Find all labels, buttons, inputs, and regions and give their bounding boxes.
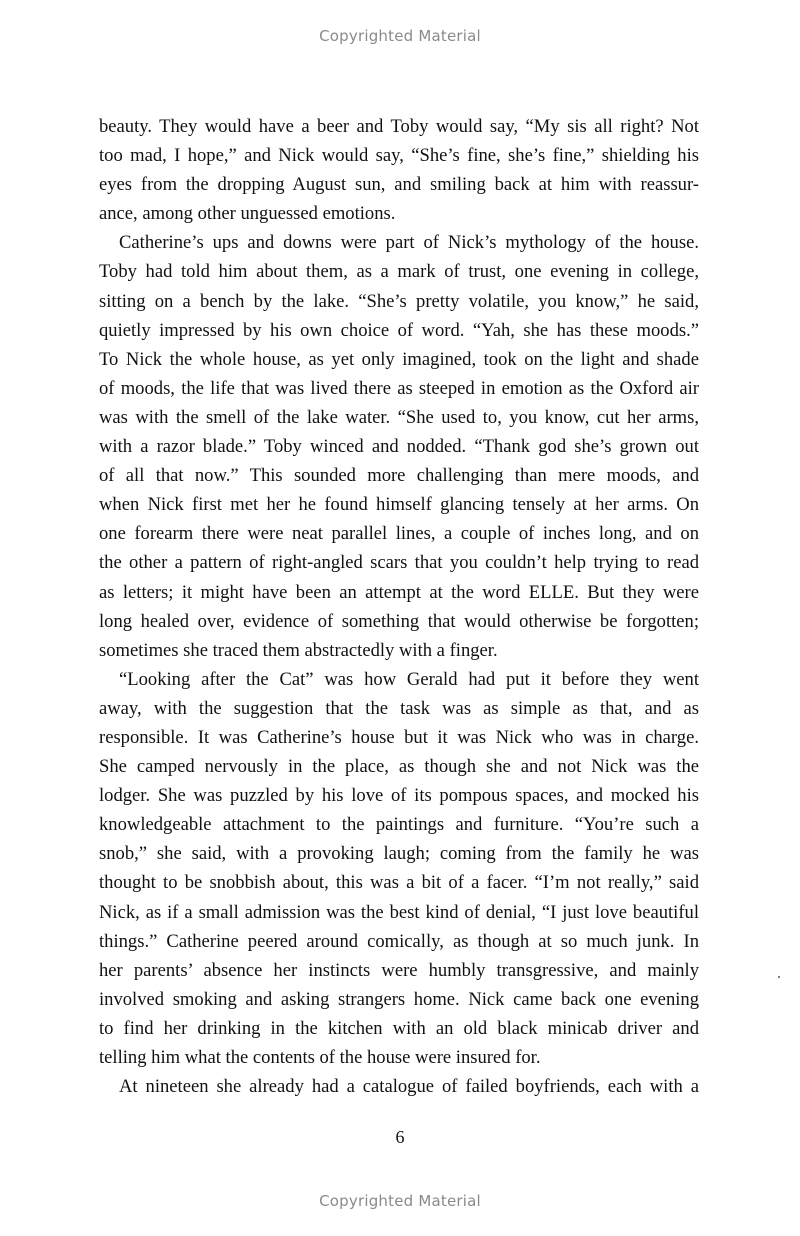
text-line: beauty. They would have a beer and Toby would say, “My sis all right? Not (99, 116, 699, 137)
text-line: thought to be snobbish about, this was a bit of a facer. “I’m not really,” said (99, 872, 699, 894)
text-line: long healed over, evidence of something that would otherwise be forgotten; (99, 610, 699, 632)
text-line: of all that now.” This sounded more challenging than mere moods, and (99, 465, 699, 487)
text-line: involved smoking and asking strangers home. Nick came back one evening (99, 988, 699, 1010)
text-line: ance, among other unguessed emotions. (99, 203, 396, 225)
text-line: sometimes she traced them abstractedly with a finger. (99, 639, 498, 661)
page-body-text (99, 112, 699, 1101)
text-line: At nineteen she already had a catalogue of failed boyfriends, each with a (119, 1076, 699, 1098)
text-line: when Nick first met her he found himself glancing tensely at her arms. On (99, 494, 699, 516)
page-number: 6 (395, 1127, 405, 1147)
text-line: things.” Catherine peered around comically, as though at so much junk. In (99, 930, 699, 952)
text-line: of moods, the life that was lived there as steeped in emotion as the Oxford air (99, 377, 699, 399)
text-line: was with the smell of the lake water. “She used to, you know, cut her arms, (99, 406, 699, 428)
text-line: away, with the suggestion that the task was as simple as that, and as (99, 697, 699, 719)
text-line: responsible. It was Catherine’s house but it was Nick who was in charge. (99, 726, 699, 748)
text-line: eyes from the dropping August sun, and smiling back at him with reassur- (99, 174, 699, 196)
copyright-watermark-bottom: Copyrighted Material (319, 1192, 481, 1210)
text-line: one forearm there were neat parallel lines, a couple of inches long, and on (99, 523, 699, 545)
text-line: quietly impressed by his own choice of word. “Yah, she has these moods.” (99, 319, 699, 341)
text-line: Nick, as if a small admission was the best kind of denial, “I just love beautiful (99, 901, 699, 923)
text-line: too mad, I hope,” and Nick would say, “She’s fine, she’s fine,” shielding his (99, 145, 699, 167)
text-line: lodger. She was puzzled by his love of its pompous spaces, and mocked his (99, 785, 699, 807)
text-line: “Looking after the Cat” was how Gerald had put it before they went (119, 668, 699, 690)
text-line: To Nick the whole house, as yet only imagined, took on the light and shade (99, 348, 699, 370)
text-line: Toby had told him about them, as a mark of trust, one evening in college, (99, 261, 699, 283)
text-line: telling him what the contents of the house were insured for. (99, 1047, 541, 1068)
text-line: as letters; it might have been an attempt at the word ELLE. But they were (99, 581, 699, 603)
text-line: the other a pattern of right-angled scars that you couldn’t help trying to read (99, 552, 699, 574)
text-line: snob,” she said, with a provoking laugh; coming from the family he was (99, 843, 699, 865)
text-line: with a razor blade.” Toby winced and nodded. “Thank god she’s grown out (99, 436, 699, 458)
text-line: her parents’ absence her instincts were humbly transgressive, and mainly (99, 959, 699, 981)
text-line: Catherine’s ups and downs were part of Nick’s mythology of the house. (119, 232, 699, 254)
text-line: She camped nervously in the place, as though she and not Nick was the (99, 756, 699, 778)
copyright-watermark-top: Copyrighted Material (319, 27, 481, 45)
margin-speck (778, 976, 780, 978)
text-line: sitting on a bench by the lake. “She’s pretty volatile, you know,” he said, (99, 290, 699, 312)
text-line: knowledgeable attachment to the paintings and furniture. “You’re such a (99, 814, 699, 836)
text-line: to find her drinking in the kitchen with an old black minicab driver and (99, 1017, 699, 1039)
